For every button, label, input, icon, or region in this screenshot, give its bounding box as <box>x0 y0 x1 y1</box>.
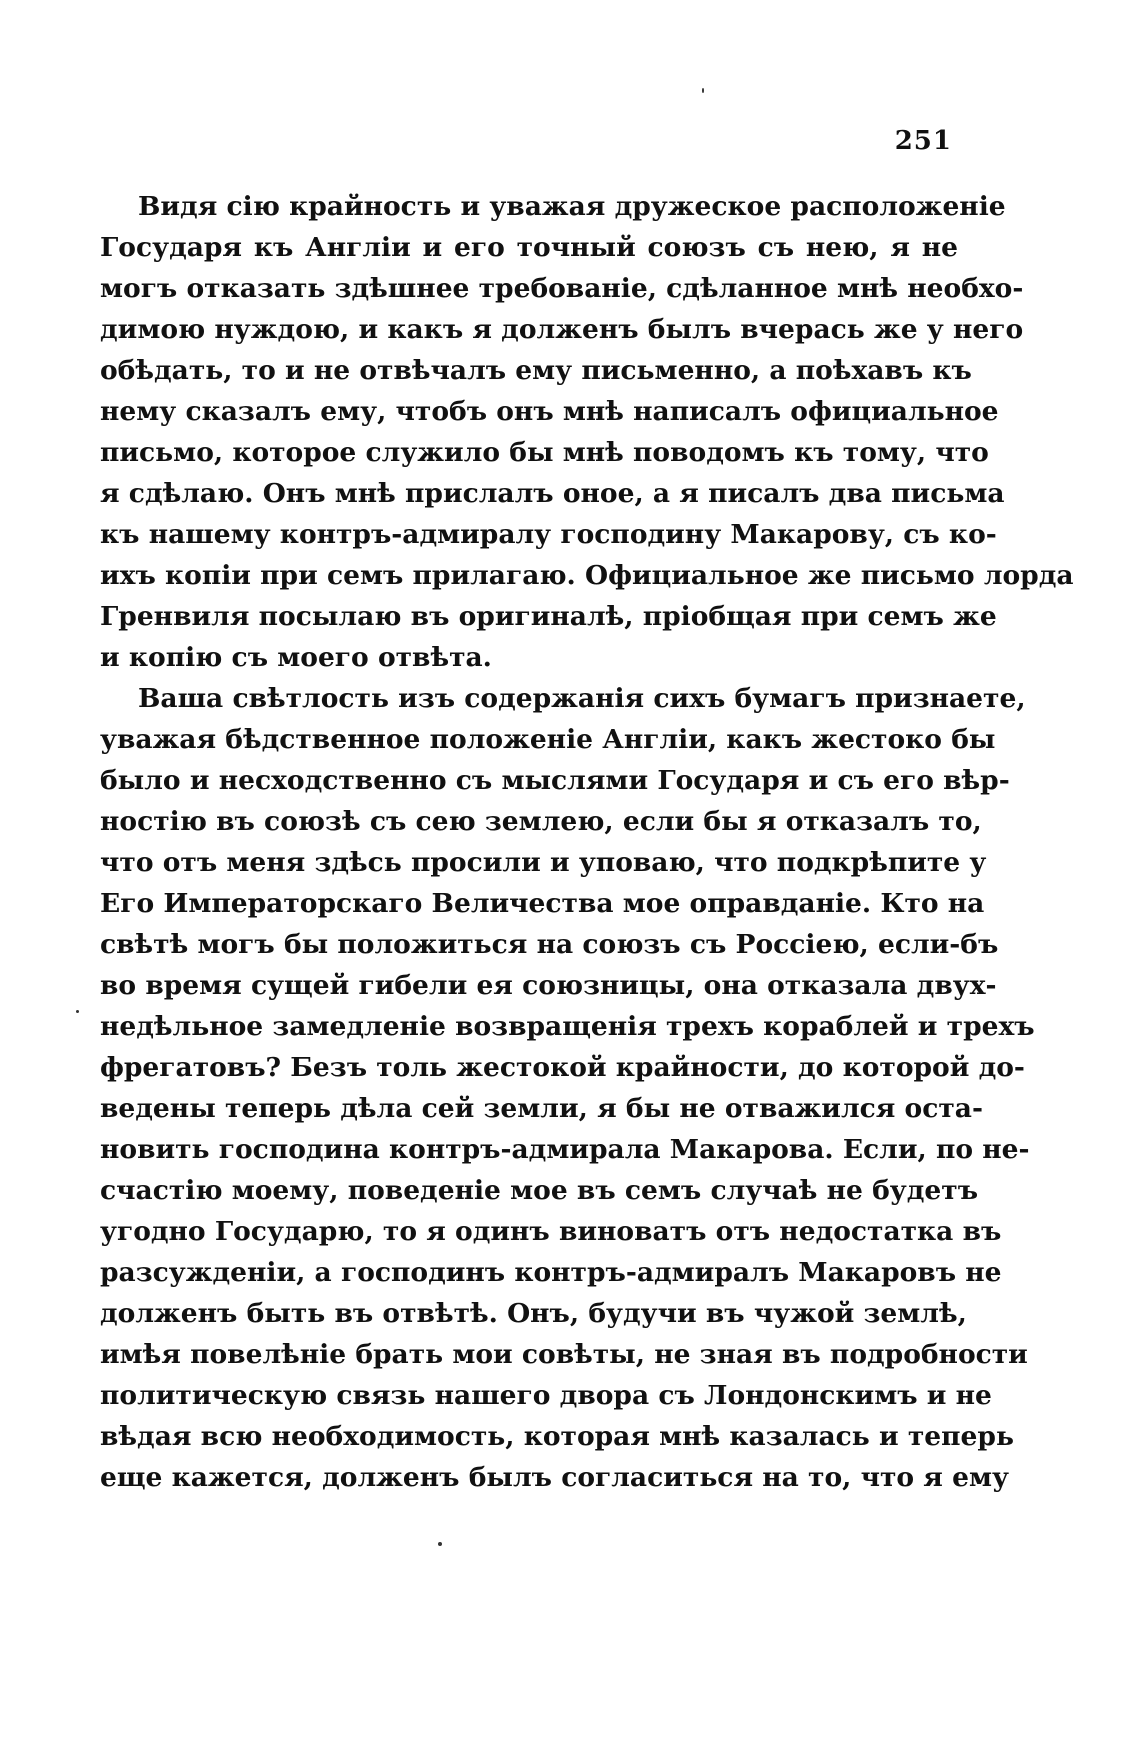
text-line: во время сущей гибели ея союзницы, она отказала двух- <box>100 970 997 1001</box>
paragraph <box>100 678 1035 1498</box>
text-line: могъ отказать здѣшнее требованіе, сдѣланное мнѣ необхо- <box>100 273 1024 304</box>
text-line: Государя къ Англіи и его точный союзъ съ нею, я не <box>100 232 958 263</box>
text-line: разсужденіи, а господинъ контръ-адмиралъ Макаровъ не <box>100 1257 1002 1288</box>
text-line: и копію съ моего отвѣта. <box>100 642 492 673</box>
text-line: недѣльное замедленіе возвращенія трехъ кораблей и трехъ <box>100 1011 1035 1042</box>
text-line: димою нуждою, и какъ я долженъ былъ вчерась же у него <box>100 314 1024 345</box>
text-line: свѣтѣ могъ бы положиться на союзъ съ Россіею, если-бъ <box>100 929 999 960</box>
text-line: вѣдая всю необходимость, которая мнѣ казалась и теперь <box>100 1421 1014 1452</box>
text-line: новить господина контръ-адмирала Макарова. Если, по не- <box>100 1134 1030 1165</box>
text-line: ведены теперь дѣла сей земли, я бы не отважился оста- <box>100 1093 983 1124</box>
text-line: угодно Государю, то я одинъ виноватъ отъ недостатка въ <box>100 1216 1002 1247</box>
text-line: было и несходственно съ мыслями Государя и съ его вѣр- <box>100 765 1010 796</box>
text-line: Гренвиля посылаю въ оригиналѣ, пріобщая при семъ же <box>100 601 997 632</box>
text-line: нему сказалъ ему, чтобъ онъ мнѣ написалъ официальное <box>100 396 999 427</box>
text-line: письмо, которое служило бы мнѣ поводомъ къ тому, что <box>100 437 989 468</box>
text-line: Ваша свѣтлость изъ содержанія сихъ бумагъ признаете, <box>138 683 1026 714</box>
text-line: политическую связь нашего двора съ Лондонскимъ и не <box>100 1380 992 1411</box>
text-line: я сдѣлаю. Онъ мнѣ прислалъ оное, а я писалъ два письма <box>100 478 1005 509</box>
text-line: счастію моему, поведеніе мое въ семъ случаѣ не будетъ <box>100 1175 979 1206</box>
text-line: Видя сію крайность и уважая дружеское расположеніе <box>138 191 1006 222</box>
text-line: Его Императорскаго Величества мое оправданіе. Кто на <box>100 888 985 919</box>
text-line: обѣдать, то и не отвѣчалъ ему письменно, а поѣхавъ къ <box>100 355 972 386</box>
body-text <box>100 186 1074 1498</box>
paragraph <box>100 186 1074 678</box>
text-line: уважая бѣдственное положеніе Англіи, какъ жестоко бы <box>100 724 996 755</box>
text-line: долженъ быть въ отвѣтѣ. Онъ, будучи въ чужой землѣ, <box>100 1298 967 1329</box>
text-line: еще кажется, долженъ былъ согласиться на то, что я ему <box>100 1462 1009 1493</box>
text-line: къ нашему контръ-адмиралу господину Макарову, съ ко- <box>100 519 997 550</box>
text-line: имѣя повелѣніе брать мои совѣты, не зная въ подробности <box>100 1339 1028 1370</box>
text-line: фрегатовъ? Безъ толь жестокой крайности, до которой до- <box>100 1052 1025 1083</box>
page-number: 251 <box>894 126 952 156</box>
text-line: ихъ копіи при семъ прилагаю. Официальное же письмо лорда <box>100 560 1074 591</box>
text-line: что отъ меня здѣсь просили и уповаю, что подкрѣпите у <box>100 847 987 878</box>
ink-speck <box>76 1010 79 1013</box>
text-line: ностію въ союзѣ съ сею землею, если бы я отказалъ то, <box>100 806 982 837</box>
ink-speck <box>702 88 704 93</box>
ink-speck <box>438 1542 442 1546</box>
